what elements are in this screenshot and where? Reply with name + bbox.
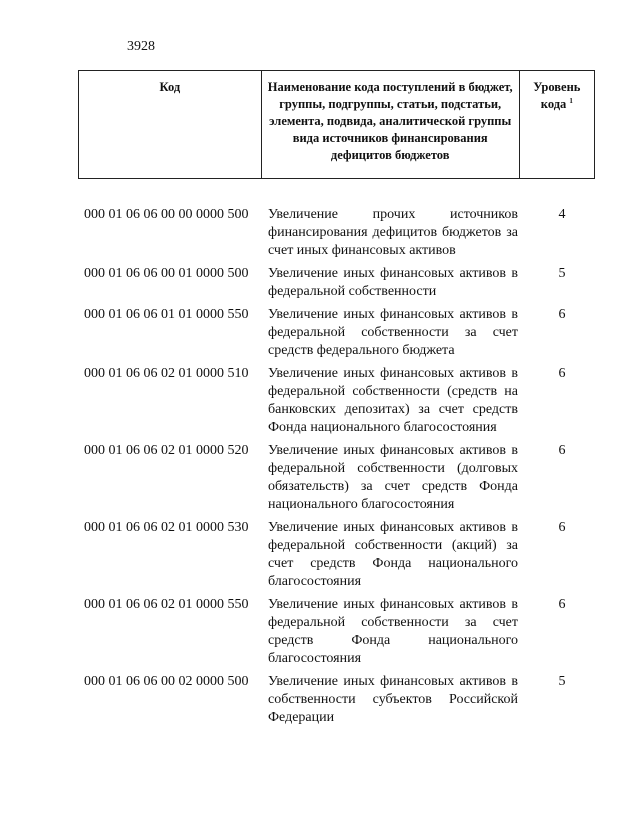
row-level: 5 (558, 266, 566, 281)
table-row (80, 363, 604, 440)
table-row (80, 304, 604, 363)
table-row (80, 204, 604, 263)
row-level: 6 (558, 443, 566, 458)
table-row (80, 517, 604, 594)
table-header (78, 70, 595, 179)
header-name: Наименование кода поступлений в бюджет, группы, подгруппы, статьи, подстатьи, элемента, подвида, аналитической группы вида источников финансирования дефицитов бюджетов (261, 71, 519, 179)
row-name: Увеличение иных финансовых активов в федеральной собственности (средств на банковских депозитах) за счет средств Фонда национального благосостояния (268, 366, 518, 435)
header-level (519, 71, 594, 179)
row-name: Увеличение прочих источников финансирования дефицитов бюджетов за счет иных финансовых активов (268, 207, 518, 258)
row-code: 000 01 06 06 02 01 0000 520 (84, 443, 249, 458)
row-code: 000 01 06 06 01 01 0000 550 (84, 307, 249, 322)
table-row (80, 263, 604, 304)
header-level-footnote: 1 (569, 96, 573, 105)
table-row (80, 671, 604, 730)
row-name: Увеличение иных финансовых активов в федеральной собственности за счет средств Фонда национального благосостояния (268, 597, 518, 666)
header-row (79, 71, 595, 179)
row-code: 000 01 06 06 00 00 0000 500 (84, 207, 249, 222)
row-name: Увеличение иных финансовых активов в федеральной собственности (268, 266, 518, 299)
row-name: Увеличение иных финансовых активов в собственности субъектов Российской Федерации (268, 674, 518, 725)
page-number: 3928 (127, 39, 155, 54)
header-level-label: Уровень кода (533, 80, 581, 111)
row-level: 5 (558, 674, 566, 689)
row-code: 000 01 06 06 00 02 0000 500 (84, 674, 249, 689)
row-level: 6 (558, 597, 566, 612)
row-name: Увеличение иных финансовых активов в федеральной собственности (акций) за счет средств Фонда национального благосостояния (268, 520, 518, 589)
header-code: Код (79, 71, 262, 179)
row-level: 6 (558, 520, 566, 535)
row-code: 000 01 06 06 00 01 0000 500 (84, 266, 249, 281)
row-code: 000 01 06 06 02 01 0000 550 (84, 597, 249, 612)
row-level: 4 (558, 207, 566, 222)
row-code: 000 01 06 06 02 01 0000 530 (84, 520, 249, 535)
row-level: 6 (558, 366, 566, 381)
table-row (80, 440, 604, 517)
table-row (80, 594, 604, 671)
row-name: Увеличение иных финансовых активов в федеральной собственности (долговых обязательств) за счет средств Фонда национального благосостояния (268, 443, 518, 512)
row-level: 6 (558, 307, 566, 322)
table-body (80, 204, 604, 730)
row-code: 000 01 06 06 02 01 0000 510 (84, 366, 249, 381)
row-name: Увеличение иных финансовых активов в федеральной собственности за счет средств федерального бюджета (268, 307, 518, 358)
